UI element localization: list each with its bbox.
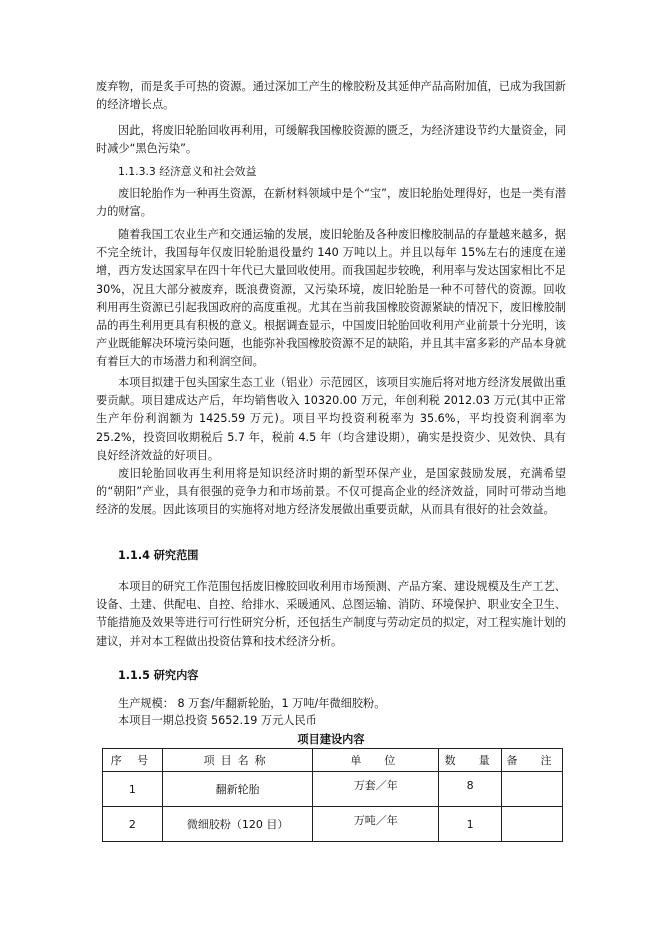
cell-project-name: 翻新轮胎	[162, 772, 313, 807]
cell-quantity-text: 8	[466, 778, 474, 792]
cell-unit-text: 万套／年	[353, 779, 398, 792]
production-scale-line: 生产规模： 8 万套/年翻新轮胎，1 万吨/年微细胶粉。	[118, 697, 386, 710]
cell-remarks	[502, 772, 563, 807]
cell-unit	[313, 807, 439, 842]
cell-serial-number: 2	[103, 807, 163, 842]
paragraph-recycling-benefit: 因此，将废旧轮胎回收再利用，可缓解我国橡胶资源的匮乏，为经济建设节约大量资金，同时减少“黑色污染”。	[96, 124, 566, 156]
header-unit: 单 位	[313, 749, 439, 772]
header-quantity: 数 量	[439, 749, 502, 772]
project-contents-table	[102, 748, 563, 842]
paragraph-resource-value: 废弃物，而是炙手可热的资源。通过深加工产生的橡胶粉及其延伸产品高附加值，已成为我国新的经济增长点。	[96, 80, 566, 112]
body-paragraph	[96, 578, 566, 651]
section-subheading-1133: 1.1.3.3 经济意义和社会效益	[118, 165, 257, 178]
paragraph-renewable-resource: 废旧轮胎作为一种再生资源，在新材料领域中是个“宝”，废旧轮胎处理得好，也是一类有潜力的财富。	[96, 187, 566, 219]
cell-project-name: 微细胶粉（120 目）	[162, 807, 313, 842]
body-paragraph	[96, 465, 566, 520]
header-serial-number: 序 号	[103, 749, 163, 772]
cell-quantity	[439, 772, 502, 807]
table-header-row	[103, 749, 563, 772]
body-paragraph	[96, 226, 566, 372]
cell-serial-number: 1	[103, 772, 163, 807]
body-paragraph	[96, 374, 566, 465]
table-row	[103, 807, 563, 842]
header-remarks: 备 注	[502, 749, 563, 772]
cell-quantity: 1	[439, 807, 502, 842]
cell-unit	[313, 772, 439, 807]
paragraph-social-benefit: 废旧轮胎回收再生利用将是知识经济时期的新型环保产业，是国家鼓励发展，充满希望的“朝阳”产业，具有很强的竞争力和市场前景。不仅可提高企业的经济效益，同时可带动当地经济的发展。因此该项目的实施将对地方经济发展做出重要贡献，从而具有很好的社会效益。	[96, 467, 566, 517]
table-caption: 项目建设内容	[297, 733, 365, 746]
header-project-name: 项目名称	[162, 749, 313, 772]
body-paragraph	[96, 185, 566, 221]
cell-unit-text: 万吨／年	[353, 814, 398, 827]
body-paragraph	[96, 122, 566, 158]
table-row	[103, 772, 563, 807]
cell-remarks	[502, 807, 563, 842]
section-heading-115: 1.1.5 研究内容	[118, 669, 199, 682]
total-investment-line: 本项目一期总投资 5652.19 万元人民币	[118, 714, 317, 727]
paragraph-research-scope: 本项目的研究工作范围包括废旧橡胶回收利用市场预测、产品方案、建设规模及生产工艺、设备、土建、供配电、自控、给排水、采暖通风、总图运输、消防、环境保护、职业安全卫生、节能措施及效果等进行可行性研究分析，还包括生产制度与劳动定员的拟定，对工程实施计划的建议，并对本工程做出投资估算和技术经济分析。	[96, 580, 566, 648]
body-paragraph	[96, 78, 566, 114]
paragraph-industry-background: 随着我国工农业生产和交通运输的发展，废旧轮胎及各种废旧橡胶制品的存量越来越多，据不完全统计，我国每年仅废旧轮胎退役量约 140 万吨以上。并且以每年 15%左右的速度在递增，西方发达国家早在四十年代已大量回收使用。而我国起步较晚，利用率与发达国家相比不足 30%，况且大部分被废弃，既浪费资源，又污染环境，废旧轮胎是一种不可替代的资源。回收利用再生资源已引起我国政府的高度重视。尤其在当前我国橡胶资源紧缺的情况下，废旧橡胶制品的再生利用更具有积极的意义。根据调查显示，中国废旧轮胎回收利用产业前景十分光明，该产业既能解决环境污染问题，也能弥补我国橡胶资源不足的缺陷，并且其丰富多彩的产品本身就有着巨大的市场潜力和利润空间。	[96, 228, 566, 369]
paragraph-project-economics: 本项目拟建于包头国家生态工业（铝业）示范园区，该项目实施后将对地方经济发展做出重要贡献。项目建成达产后，年均销售收入 10320.00 万元，年创利税 2012.03 万元(其中正常生产年份利润额为 1425.59 万元)。项目平均投资利税率为 35.6%，平均投资利润率为 25.2%，投资回收期税后 5.7 年，税前 4.5 年（均含建设期），确实是投资少、见效快、具有良好经济效益的好项目。	[96, 376, 566, 462]
section-heading-114: 1.1.4 研究范围	[118, 549, 199, 562]
